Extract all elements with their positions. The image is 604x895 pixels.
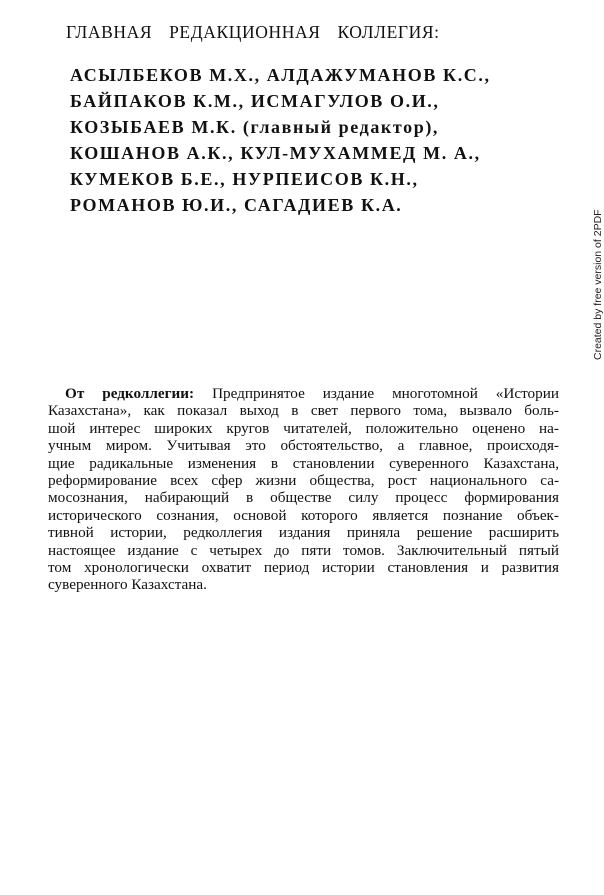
preface-line: учным миром. Учитывая это обстоятельство, а главное, происходя- — [48, 437, 559, 455]
editorial-board-heading: ГЛАВНАЯ РЕДАКЦИОННАЯ КОЛЛЕГИЯ: — [66, 22, 440, 42]
preface-line: настоящее издание с четырех до пяти томов. Заключительный пятый — [48, 541, 559, 559]
preface-line: шой интерес широких кругов читателей, положительно оценено на- — [48, 419, 559, 437]
preface-lead: От редколлегии: — [65, 385, 195, 402]
preface-line: исторического сознания, основой которого является познание объек- — [48, 506, 559, 524]
preface-paragraph — [48, 385, 559, 594]
preface-line: суверенного Казахстана. — [48, 576, 207, 594]
watermark: Created by free version of 2PDF — [592, 209, 604, 360]
preface-text: Предпринятое издание многотомной «Истории — [194, 385, 559, 402]
member-line: РОМАНОВ Ю.И., САГАДИЕВ К.А. — [70, 195, 403, 215]
member-line: КОШАНОВ А.К., КУЛ-МУХАММЕД М. А., — [70, 143, 481, 163]
preface-line: том хронологически охватит период истории становления и развития — [48, 559, 559, 577]
member-line: КОЗЫБАЕВ М.К. (главный редактор), — [70, 117, 440, 137]
member-line: БАЙПАКОВ К.М., ИСМАГУЛОВ О.И., — [70, 91, 440, 111]
member-line: КУМЕКОВ Б.Е., НУРПЕИСОВ К.Н., — [70, 169, 419, 189]
preface-line: Казахстана», как показал выход в свет первого тома, вызвало боль- — [48, 402, 559, 420]
preface-line: мосознания, набирающий в обществе силу процесс формирования — [48, 489, 559, 507]
preface-line — [48, 385, 559, 402]
preface-line: реформирование всех сфер жизни общества, рост национального са- — [48, 472, 559, 490]
preface-line: щие радикальные изменения в становлении суверенного Казахстана, — [48, 454, 559, 472]
member-line: АСЫЛБЕКОВ М.Х., АЛДАЖУМАНОВ К.С., — [70, 65, 491, 85]
editorial-board-members — [70, 62, 491, 218]
preface-line: тивной истории, редколлегия издания приняла решение расширить — [48, 524, 559, 542]
